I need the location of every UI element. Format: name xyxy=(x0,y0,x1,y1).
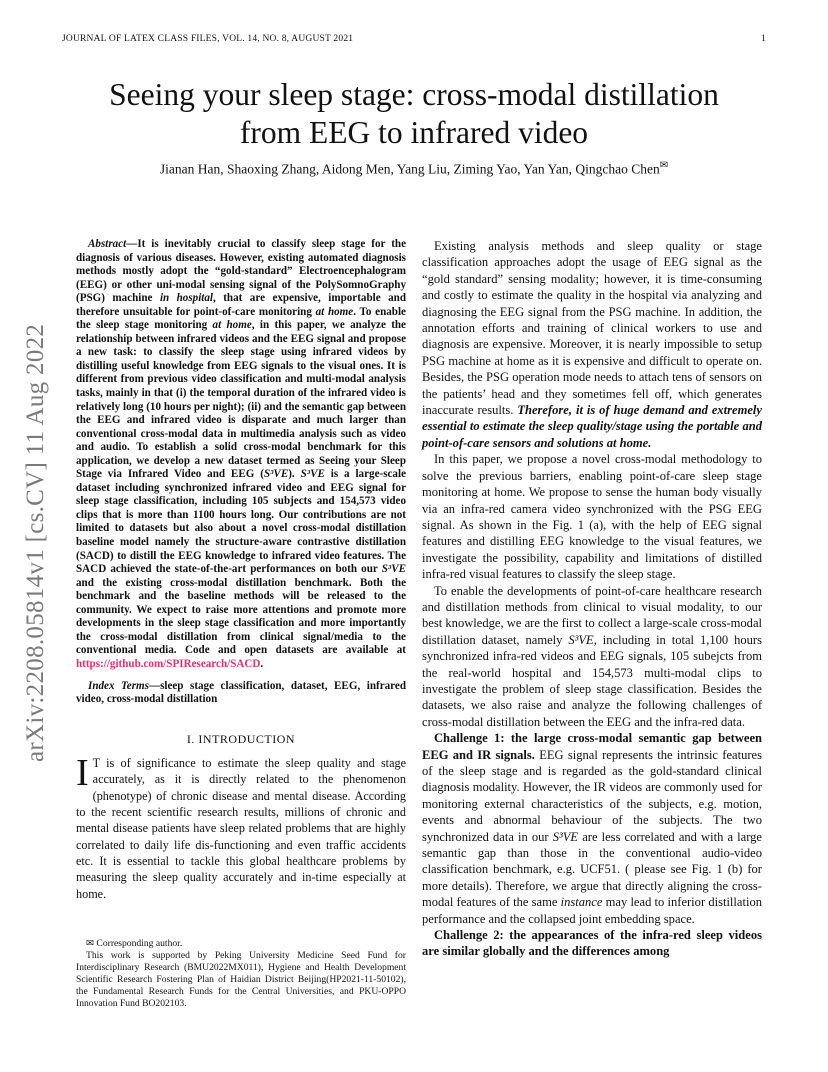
paragraph-existing-methods: Existing analysis methods and sleep quality or stage classification approaches adopt the usage of EEG signal as the “gold standard” sensing modality; however, it is time-consuming and costly to estimate the quality in the hospital via analyzing and diagnosing the EEG signal from the PSG machine. In addition, the annotation efforts and training of clinical workers to use and diagnosis are expensive. Moreover, it is nearly impossible to setup PSG machine at home as it is expensive and difficult to operate on. Besides, the PSG operation mode needs to attach tens of sensors on the patients’ head and they sometimes fell off, which generates inaccurate results. Therefore, it is of huge demand and extremely essential to estimate the sleep quality/stage using the portable and point-of-care sensors and solutions at home. xyxy=(422,239,762,450)
abstract-label: Abstract xyxy=(88,238,127,250)
page-number: 1 xyxy=(761,34,766,44)
left-column xyxy=(76,238,406,902)
intro-paragraph: I T is of significance to estimate the sleep quality and stage accurately, as it is directly related to the phenomenon (phenotype) of chronic disease and mental disease. According to the recent scientific research results, millions of chronic and mental disease patients have sleep related problems that are highly correlated to daily life dis-functioning and even traffic accidents etc. It is essential to tackle this global healthcare problems by measuring the sleep quality accurately and in-time especially at home. xyxy=(76,751,406,901)
paper-title xyxy=(62,76,766,152)
paragraph-challenge-1: Challenge 1: the large cross-modal semantic gap between EEG and IR signals. EEG signal represents the intrinsic features of the sleep stage and is regarded as the gold-standard clinical diagnosis modality. However, the IR videos are commonly used for monitoring external characteristics of the subjects, e.g. motion, events and abnormal behaviour of the subjects. The two synchronized data in our S³VE are less correlated and with a large semantic gap than those in the conventional audio-video classification benchmark, e.g. UCF51. ( please see Fig. 1 (b) for more details). Therefore, we argue that directly aligning the cross-modal features of the same instance may lead to inferior distillation performance and the collapsed joint embedding space. xyxy=(422,731,762,926)
code-link[interactable]: https://github.com/SPIResearch/SACD xyxy=(76,657,261,670)
title-line-2: from EEG to infrared video xyxy=(239,115,589,150)
paragraph-proposal: In this paper, we propose a novel cross-modal methodology to solve the previous barriers, enabling point-of-care sleep stage monitoring at home. We propose to sense the human body visually via an infra-red camera video synchronized with the PSG EEG signal. As shown in the Fig. 1 (a), with the help of EEG signal features and distilling EEG knowledge to the visual features, we investigate the possibility, capability and limitations of distilled infra-red visual features to classify the sleep stage. xyxy=(422,452,762,582)
author-list xyxy=(62,160,766,178)
envelope-icon: ✉ xyxy=(659,160,669,171)
authors-text: Jianan Han, Shaoxing Zhang, Aidong Men, Yang Liu, Ziming Yao, Yan Yan, Qingchao Chen xyxy=(159,161,660,177)
title-line-1: Seeing your sleep stage: cross-modal distillation xyxy=(109,77,719,112)
index-terms: Index Terms—sleep stage classification, dataset, EEG, infrared video, cross-modal distillation xyxy=(76,679,406,706)
right-column xyxy=(422,238,762,960)
drop-cap: I xyxy=(76,751,89,794)
arxiv-side-stamp: arXiv:2208.05814v1 [cs.CV] 11 Aug 2022 xyxy=(22,323,49,762)
footnotes xyxy=(76,938,406,1011)
section-heading-introduction: I. INTRODUCTION xyxy=(186,731,296,746)
paragraph-challenge-2: Challenge 2: the appearances of the infra-red sleep videos are similar globally and the differences among xyxy=(422,928,762,959)
paragraph-dataset: To enable the developments of point-of-care healthcare research and distillation methods from clinical to visual modality, to our best knowledge, we are the first to collect a large-scale cross-modal distillation dataset, namely S³VE, including in total 1,100 hours synchronized infra-red videos and EEG signals, 105 subejcts from the real-world hospital and 154,573 multi-modal clips to investigate the problem of sleep stage classification. Besides the datasets, we also raise and analyze the following challenges of cross-modal distillation between the EEG and the infra-red data. xyxy=(422,583,762,729)
footnote-corresponding: ✉ Corresponding author. xyxy=(86,938,183,949)
abstract: Abstract—It is inevitably crucial to classify sleep stage for the diagnosis of various diseases. However, existing automated diagnosis methods mostly adopt the “gold-standard” Electroencephalogram (EEG) or other uni-modal sensing signal of the PolySomnoGraphy (PSG) machine in hospital, that are expensive, importable and therefore unsuitable for point-of-care monitoring at home. To enable the sleep stage monitoring at home, in this paper, we analyze the relationship between infrared videos and the EEG signal and propose a new task: to classify the sleep stage using infrared videos by distilling useful knowledge from EEG signals to the visual ones. It is different from previous video classification and multi-modal analysis tasks, mainly in that (i) the temporal duration of the infrared video is relatively long (10 hours per night); (ii) and the semantic gap between the EEG and infrared video is disparate and much larger than conventional cross-modal data in multimedia analysis such as video and audio. To establish a solid cross-modal benchmark for this application, we develop a new dataset termed as Seeing your Sleep Stage via Infrared Video and EEG (S³VE). S³VE is a large-scale dataset including synchronized infrared video and EEG signal for sleep stage classification, including 105 subjects and 154,573 video clips that is more than 1100 hours long. Our contributions are not limited to datasets but also about a novel cross-modal distillation baseline model namely the structure-aware contrastive distillation (SACD) to distill the EEG knowledge to infrared video features. The SACD achieved the state-of-the-art performances on both our S³VE and the existing cross-modal distillation benchmark. Both the benchmark and the baseline methods will be released to the community. We expect to raise more attentions and promote more developments in the sleep stage classification and more importantly the cross-modal distillation from clinical signal/media to the conventional media. Code and open datasets are available at https://github.com/SPIResearch/SACD. xyxy=(76,238,406,670)
journal-name: JOURNAL OF LATEX CLASS FILES, VOL. 14, NO. 8, AUGUST 2021 xyxy=(62,34,354,44)
footnote-funding: This work is supported by Peking University Medicine Seed Fund for Interdisciplinary Research (BMU2022MX011), Hygiene and Health Development Scientific Research Fostering Plan of Haidian District Beijing(HP2021-11-50102), the Fundamental Research Funds for the Central Universities, and PKU-OPPO Innovation Fund BO202103. xyxy=(76,950,406,1010)
index-terms-label: Index Terms xyxy=(88,679,149,692)
